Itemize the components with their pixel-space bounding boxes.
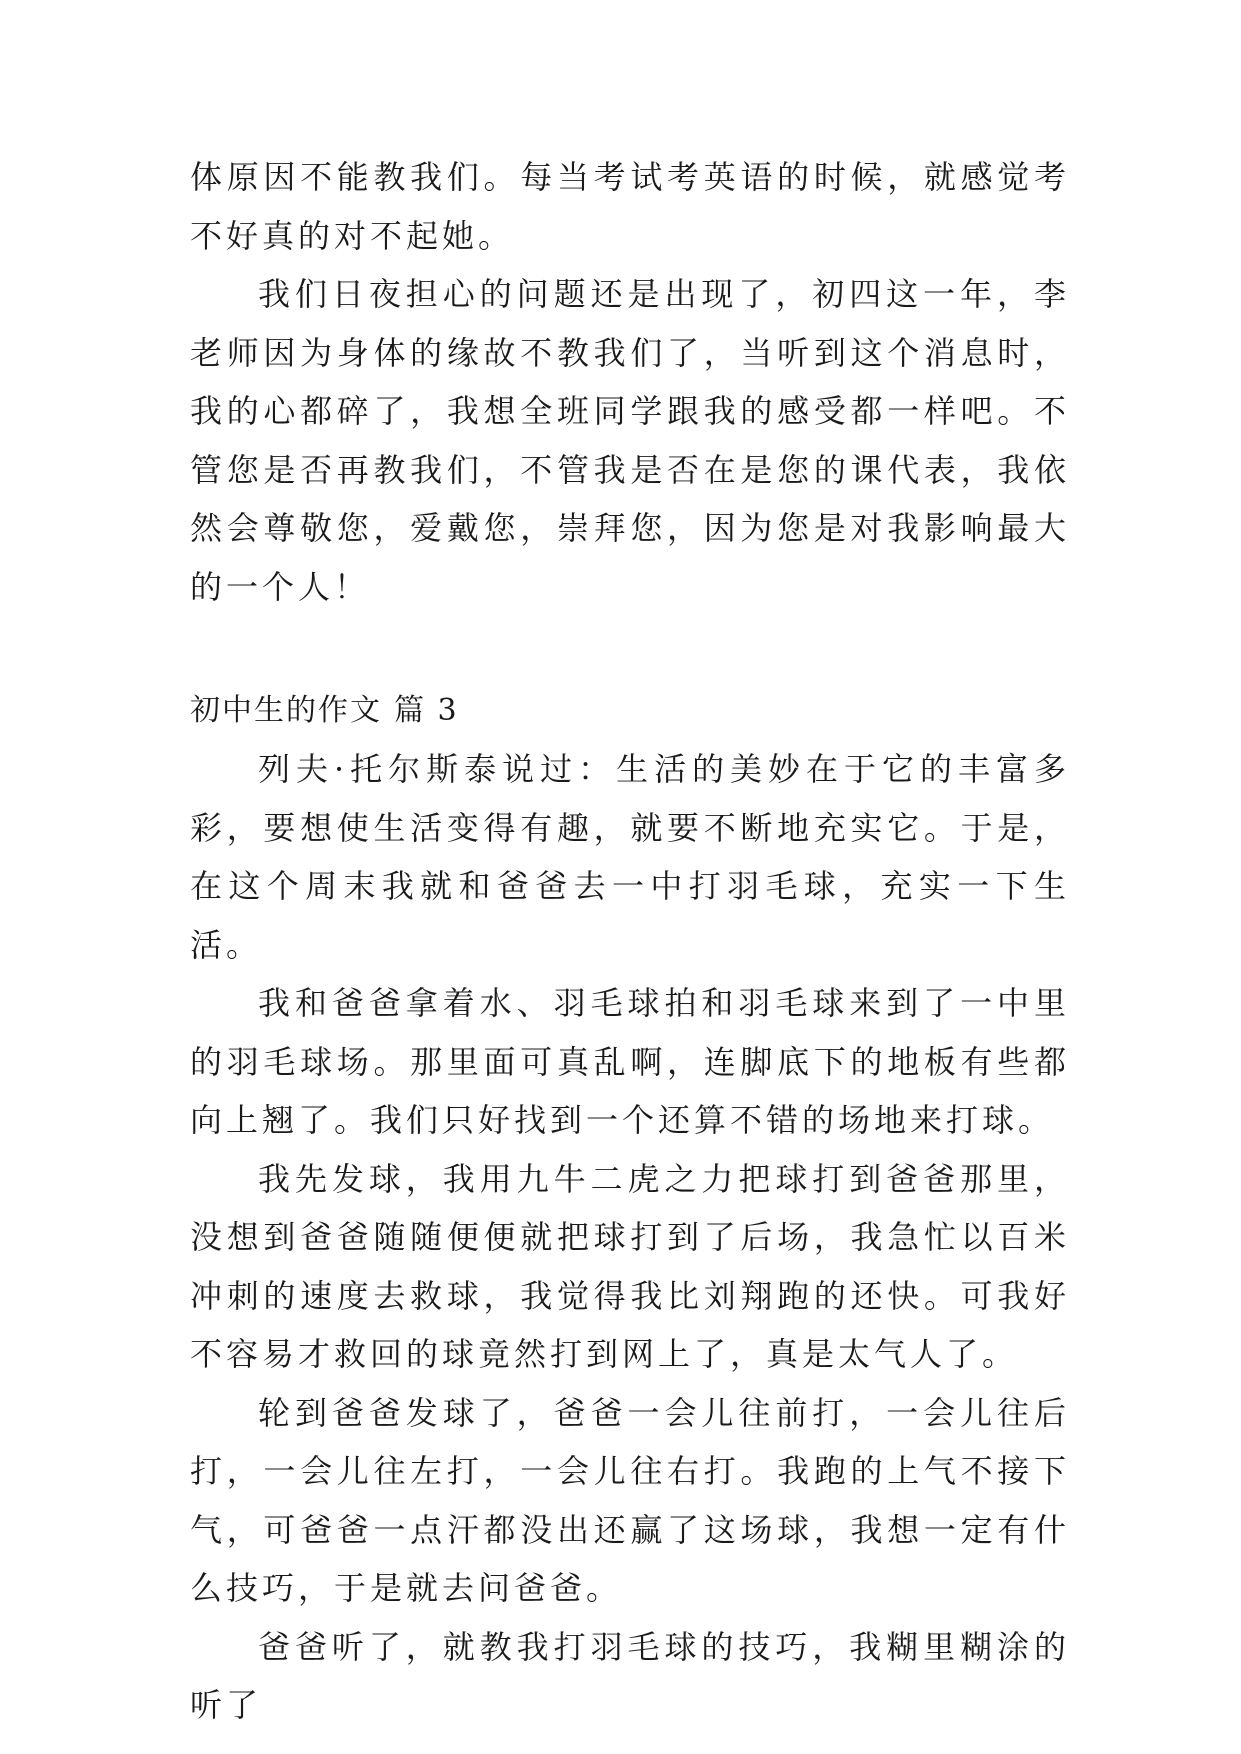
paragraph: 轮到爸爸发球了，爸爸一会儿往前打，一会儿往后打，一会儿往左打，一会儿往右打。我跑的上气不接下气，可爸爸一点汗都没出还赢了这场球，我想一定有什么技巧，于是就去问爸爸。	[190, 1393, 1070, 1607]
section-heading	[190, 682, 1070, 740]
paragraph: 我和爸爸拿着水、羽毛球拍和羽毛球来到了一中里的羽毛球场。那里面可真乱啊，连脚底下的地板有些都向上翘了。我们只好找到一个还算不错的场地来打球。	[190, 984, 1070, 1139]
section-title: 初中生的作文	[190, 693, 382, 728]
paragraph: 我先发球，我用九牛二虎之力把球打到爸爸那里，没想到爸爸随随便便就把球打到了后场，我急忙以百米冲刺的速度去救球，我觉得我比刘翔跑的还快。可我好不容易才救回的球竟然打到网上了，真是太气人了。	[190, 1159, 1070, 1373]
document-page	[190, 148, 1070, 1735]
section-gap	[190, 616, 1070, 682]
paragraph-truncated: 爸爸听了，就教我打羽毛球的技巧，我糊里糊涂的听了	[190, 1627, 1070, 1724]
section-number: 篇 3	[394, 693, 459, 728]
paragraph: 我们日夜担心的问题还是出现了，初四这一年，李老师因为身体的缘故不教我们了，当听到这个消息时，我的心都碎了，我想全班同学跟我的感受都一样吧。不管您是否再教我们，不管我是否在是您的课代表，我依然会尊敬您，爱戴您，崇拜您，因为您是对我影响最大的一个人！	[190, 275, 1070, 606]
paragraph: 列夫·托尔斯泰说过：生活的美妙在于它的丰富多彩，要想使生活变得有趣，就要不断地充实它。于是，在这个周末我就和爸爸去一中打羽毛球，充实一下生活。	[190, 750, 1070, 964]
paragraph-continued: 体原因不能教我们。每当考试考英语的时候，就感觉考不好真的对不起她。	[190, 158, 1070, 255]
